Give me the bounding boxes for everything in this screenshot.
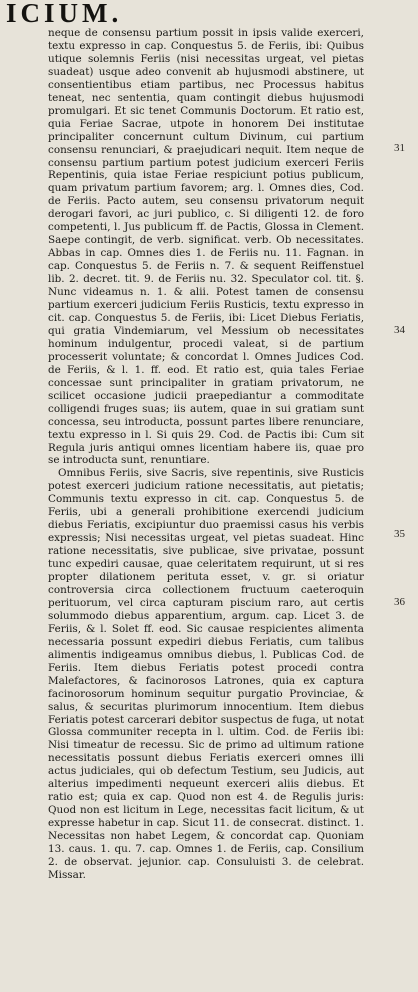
running-head: ICIUM. bbox=[6, 0, 123, 28]
margin-number: 36 bbox=[394, 596, 405, 608]
margin-number: 31 bbox=[394, 142, 405, 154]
body-text bbox=[48, 27, 364, 882]
margin-number: 35 bbox=[394, 528, 405, 540]
paragraph-1: neque de consensu partium possit in ipsis valide exerceri, textu expresso in cap. Conquestus 5. de Feriis, ibi: Quibus utique solemnis Feriis (nisi necessitas urgeat, vel pietas suadeat) usque adeo convenit ab hujusmodi abstinere, ut consentientibus etiam partibus, nec Processus habitus teneat, nec sententia, quam contingit diebus hujusmodi promulgari. Et sic tenet Communis Doctorum. Et ratio est, quia Feriae Sacrae, utpote in honorem Dei institutae principaliter concernunt cultum Divinum, cui partium consensu renunciari, & praejudicari nequit. Item neque de consensu partium partium potest judicium exerceri Feriis Repentinis, quia istae Feriae respiciunt potius publicum, quam privatum partium favorem; arg. l. Omnes dies, Cod. de Feriis. Pacto autem, seu consensu privatorum nequit derogari favori, ac juri publico, c. Si diligenti 12. de foro competenti, l. Jus publicum ff. de Pactis, Glossa in Clement. Saepe contingit, de verb. significat. verb. Ob necessitates. Abbas in cap. Omnes dies 1. de Feriis nu. 11. Fagnan. in cap. Conquestus 5. de Feriis n. 7. & sequent Reiffenstuel lib. 2. decret. tit. 9. de Feriis nu. 32. Speculator col. tit. §. Nunc videamus n. 1. & alii. Potest tamen de consensu partium exerceri judicium Feriis Rusticis, textu expresso in cit. cap. Conquestus 5. de Feriis, ibi: Licet Diebus Feriatis, qui gratia Vindemiarum, vel Messium ob necessitates hominum indulgentur, procedi valeat, si de partium processerit voluntate; & concordat l. Omnes Judices Cod. de Feriis, & l. 1. ff. eod. Et ratio est, quia tales Feriae concessae sunt principaliter in gratiam privatorum, ne scilicet occasione judicii praepediantur a commoditate colligendi fruges suas; iis autem, quae in sui gratiam sunt concessa, seu introducta, possunt partes libere renunciare, textu expresso in l. Si quis 29. Cod. de Pactis ibi: Cum sit Regula juris antiqui omnes licentiam habere iis, quae pro se introducta sunt, renuntiare. bbox=[48, 27, 364, 467]
margin-number: 34 bbox=[394, 324, 405, 336]
paragraph-2: Omnibus Feriis, sive Sacris, sive repentinis, sive Rusticis potest exerceri judicium ratione necessitatis, aut pietatis; Communis textu expresso in cit. cap. Conquestus 5. de Feriis, ubi a generali prohibitione exercendi judicium diebus Feriatis, excipiuntur duo praemissi casus his verbis expressis; Nisi necessitas urgeat, vel pietas suadeat. Hinc ratione necessitatis, sive publicae, sive privatae, possunt tunc expediri causae, quae celeritatem requirunt, ut si res propter dilationem perituta esset, v. gr. si oriatur controversia circa collectionem fructuum caeteroquin perituorum, vel circa capturam piscium raro, aut certis solummodo diebus apparentium, argum. cap. Licet 3. de Feriis, & l. Solet ff. eod. Sic causae respicientes alimenta necessaria possunt expediri diebus Feriatis, cum talibus alimentis indigeamus omnibus diebus, l. Publicas Cod. de Feriis. Item diebus Feriatis potest procedi contra Malefactores, & facinorosos Latrones, quia ex captura facinorosorum hominum sequitur purgatio Provinciae, & salus, & securitas plurimorum innocentium. Item diebus Feriatis potest carcerari debitor suspectus de fuga, ut notat Glossa communiter recepta in l. ultim. Cod. de Feriis ibi: Nisi timeatur de recessu. Sic de primo ad ultimum ratione necessitatis possunt diebus Feriatis exerceri omnes illi actus judiciales, qui ob defectum Testium, seu Judicis, aut alterius impedimenti nequeunt exerceri aliis diebus. Et ratio est; quia ex cap. Quod non est 4. de Regulis juris: Quod non est licitum in Lege, necessitas facit licitum, & ut expresse habetur in cap. Sicut 11. de consecrat. distinct. 1. Necessitas non habet Legem, & concordat cap. Quoniam 13. caus. 1. qu. 7. cap. Omnes 1. de Feriis, cap. Consilium 2. de observat. jejunior. cap. Consuluisti 3. de celebrat. Missar. bbox=[48, 467, 364, 881]
